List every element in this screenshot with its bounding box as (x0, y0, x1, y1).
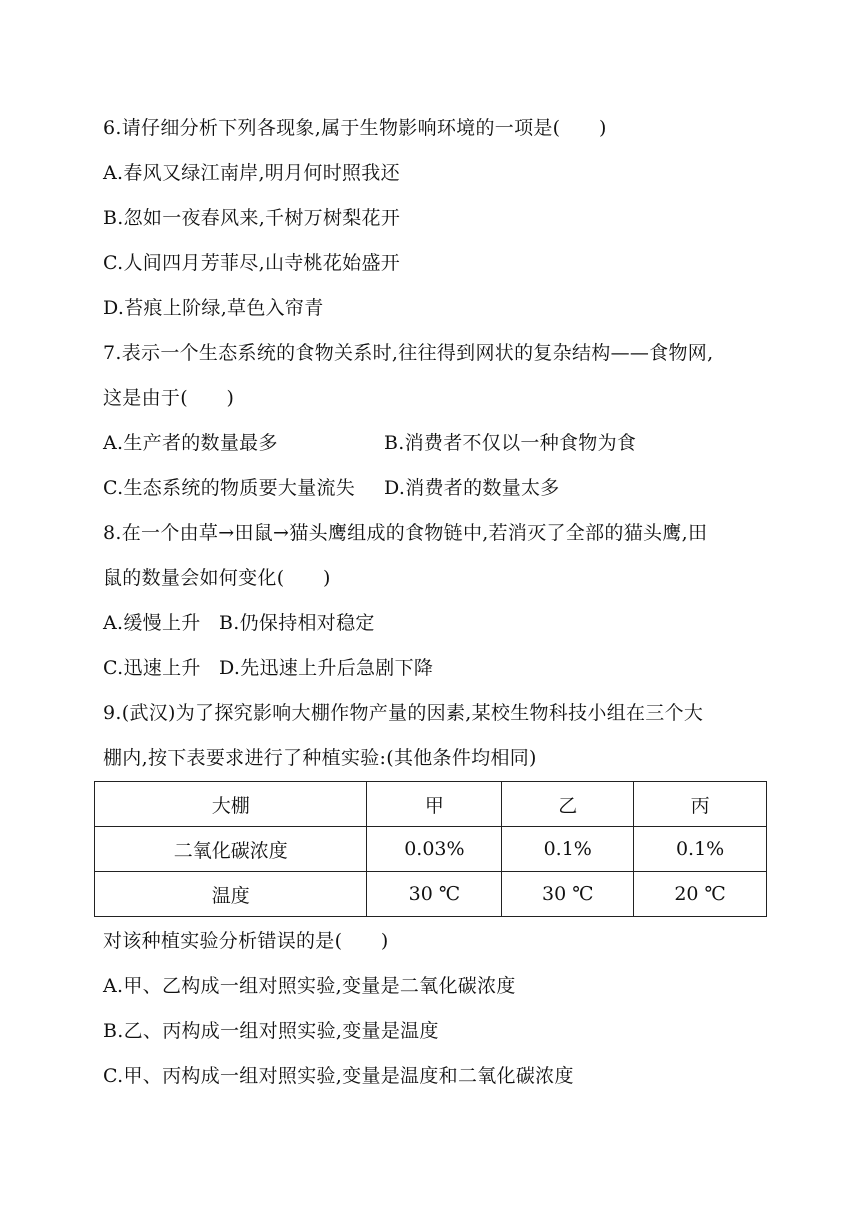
question-6-stem: 6.请仔细分析下列各现象,属于生物影响环境的一项是( ) (103, 117, 607, 139)
table-cell: 0.03% (367, 827, 502, 872)
table-cell: 0.1% (502, 827, 634, 872)
table-cell: 30 ℃ (502, 872, 634, 917)
table-cell: 二氧化碳浓度 (95, 827, 367, 872)
table-cell: 0.1% (634, 827, 767, 872)
question-9-option-a: A.甲、乙构成一组对照实验,变量是二氧化碳浓度 (103, 975, 516, 997)
question-8-option-a: A.缓慢上升 (103, 612, 201, 634)
question-7-option-a: A.生产者的数量最多 (103, 432, 278, 454)
question-8-option-d: D.先迅速上升后急剧下降 (219, 657, 434, 679)
question-8-stem-line2: 鼠的数量会如何变化( ) (103, 567, 331, 589)
question-6-option-b: B.忽如一夜春风来,千树万树梨花开 (103, 207, 401, 229)
question-7-stem-line2: 这是由于( ) (103, 387, 235, 409)
question-8-option-c: C.迅速上升 (103, 657, 201, 679)
table-cell: 温度 (95, 872, 367, 917)
table-cell: 30 ℃ (367, 872, 502, 917)
question-9-stem-line2: 棚内,按下表要求进行了种植实验:(其他条件均相同) (103, 747, 537, 769)
table-row (95, 872, 767, 917)
question-7-option-c: C.生态系统的物质要大量流失 (103, 477, 356, 499)
table-row (95, 827, 767, 872)
experiment-table (94, 781, 767, 917)
table-header-cell: 甲 (367, 782, 502, 827)
question-9-option-b: B.乙、丙构成一组对照实验,变量是温度 (103, 1020, 439, 1042)
question-9-option-c: C.甲、丙构成一组对照实验,变量是温度和二氧化碳浓度 (103, 1065, 574, 1087)
question-7-option-b: B.消费者不仅以一种食物为食 (384, 432, 637, 454)
question-8-stem-line1: 8.在一个由草→田鼠→猫头鹰组成的食物链中,若消灭了全部的猫头鹰,田 (103, 522, 708, 544)
table-header-row (95, 782, 767, 827)
question-6-option-d: D.苔痕上阶绿,草色入帘青 (103, 297, 324, 319)
question-9-prompt: 对该种植实验分析错误的是( ) (103, 930, 389, 952)
question-7-stem-line1: 7.表示一个生态系统的食物关系时,往往得到网状的复杂结构——食物网, (103, 342, 714, 364)
table-header-cell: 乙 (502, 782, 634, 827)
question-8-option-b: B.仍保持相对稳定 (219, 612, 375, 634)
table-header-cell: 丙 (634, 782, 767, 827)
question-9-stem-line1: 9.(武汉)为了探究影响大棚作物产量的因素,某校生物科技小组在三个大 (103, 702, 704, 724)
question-6-option-c: C.人间四月芳菲尽,山寺桃花始盛开 (103, 252, 401, 274)
table-cell: 20 ℃ (634, 872, 767, 917)
table-header-cell: 大棚 (95, 782, 367, 827)
question-7-option-d: D.消费者的数量太多 (384, 477, 560, 499)
question-6-option-a: A.春风又绿江南岸,明月何时照我还 (103, 162, 400, 184)
